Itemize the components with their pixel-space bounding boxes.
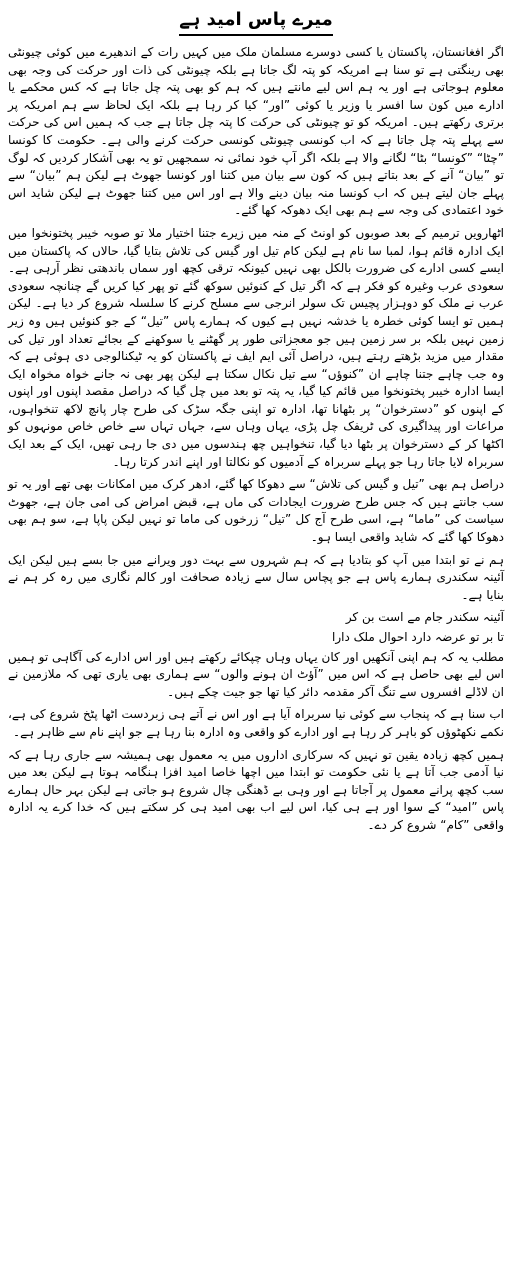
article-paragraph: دراصل ہم بھی ”تیل و گیس کی تلاش“ سے دھوکا کھا گئے، ادھر کرک میں امکانات بھی تھے اور یہ تو سب جانتے ہیں کہ جس طرح ضرورت ایجادات کی ماں ہے، قبض امراض کی امی جان ہے، جھوٹ سیاست کی ”ماما“ ہے، اسی طرح آج کل ”تیل“ زرخوں کی ماما تو نہیں لیکن پاپا ہے، سو ہم بھی دھوکا کھا گئے کہ شاید واقعی ایسا ہو۔ <box>8 477 504 545</box>
article-paragraph: مطلب یہ کہ ہم اپنی آنکھیں اور کان یہاں وہاں چپکائے رکھتے ہیں اور اس ادارے کی آگاہی تو ہمیں اس لیے بھی حاصل ہے کہ اس میں ”آؤٹ ان ہونے والوں“ سے ہماری بھی یاری تھی کہ ملازمین نے ان لاڈلے افسروں سے تنگ آکر مقدمہ دائر کیا تھا جو جیت چکے ہیں۔ <box>8 649 505 699</box>
article-paragraph: اب سنا ہے کہ پنجاب سے کوئی نیا سربراہ آیا ہے اور اس نے آتے ہی زبردست اٹھا پٹخ شروع کی ہے، نکمے نکھٹوؤں کو باہر کر رہا ہے اور ادارے کو واقعی وہ ادارہ بنا رہا ہے جو اپنے نام سے ظاہر ہے۔ <box>8 707 504 739</box>
article-paragraph: ہم نے تو ابتدا میں آپ کو بتادیا ہے کہ ہم شہروں سے بہت دور ویرانے میں جا بسے ہیں لیکن ایک آئینہ سکندری ہمارے پاس ہے جو پچاس سال سے زیادہ صحافت اور کالم نگاری میں رہ کر ہم نے بنایا ہے۔ <box>8 552 504 602</box>
verse-line: تا بر تو عرضہ دارد احوال ملک دارا <box>332 630 504 644</box>
article-paragraph: اٹھارویں ترمیم کے بعد صوبوں کو اونٹ کے منہ میں زیرے جتنا اختیار ملا تو صوبہ خیبر پختونخوا میں ایک ادارہ قائم ہوا، لمبا سا نام ہے لیکن کام تیل اور گیس کی تلاش بتایا گیا، حالاں کہ پاکستان میں ایسے کسی ادارے کی ضرورت بالکل بھی نہیں کیونکہ ترقی کچھ اور سماں باندھتی نظر آرہی ہے۔ سعودی عرب وغیرہ کو فکر ہے کہ اگر تیل کے کنوئیں سوکھ گئے تو پھر کیا کریں گے چنانچہ سعودی عرب نے ملک کو دوہزار پچیس تک سولر انرجی سے مسلح کرنے کا سلسلہ شروع کر دیا ہے۔ لیکن ہمیں تو ایسا کوئی خطرہ یا خدشہ نہیں ہے کیوں کہ ہمارے پاس ”تیل“ کے جو کنوئیں ہیں وہ زیر زمین نہیں بلکہ بر سر زمین ہیں جو معجزاتی طور پر گھٹنے یا سوکھنے کے بجائے تعداد اور تیل کی مقدار میں مزید بڑھتے رہتے ہیں، دراصل آئی ایم ایف نے پاکستان کو یہ ٹیکنالوجی دی ہوئی ہے کہ وہ جب چاہے جتنا چاہے ان ”کنوؤں“ سے تیل نکال سکتا ہے لیکن پھر بھی نہ جانے خواہ مخواہ ایک ایسا ادارہ خیبر پختونخوا میں قائم کیا گیا، یہ پتہ تو بعد میں چل گیا کہ دراصل مقصد اپنوں اور اپنوں کے اپنوں کو ”دسترخوان“ پر بٹھانا تھا، ادارہ تو اپنی جگہ سڑک کی طرح چار پانچ لاکھ تنخواہوں، مراعات اور پیداگیری کی ٹریفک چل پڑی، یہاں وہاں سے، جہاں تہاں سے خاص خاص مونہوں کو اکٹھا کر کے دسترخوان پر بٹھا دیا گیا، تنخواہیں چھ ہندسوں میں دی جا رہی تھیں، ایک کے بعد ایک سربراہ لایا جاتا رہا جو پہلے سربراہ کے آدمیوں کو نکالتا اور اپنے اندر کرتا رہا۔ <box>8 225 504 469</box>
article-body <box>8 44 504 835</box>
verse-line: آئینہ سکندر جام مے است بن کر <box>345 610 504 625</box>
title-area <box>8 0 504 44</box>
article-title: میرے پاس امید ہے <box>179 10 333 36</box>
article-paragraph: ہمیں کچھ زیادہ یقین تو نہیں کہ سرکاری اداروں میں یہ معمول بھی ہمیشہ سے جاری رہا ہے کہ نیا آدمی جب آتا ہے یا نئی حکومت تو ابتدا میں اچھا خاصا امید افزا ہنگامہ ہوتا ہے لیکن بعد میں سب کچھ پرانے معمول پر آجاتا ہے اور وہی بے ڈھنگی چال شروع ہو جاتی ہے لیکن بہر حال ہمارے پاس ”امید“ کے سوا اور ہے ہی کیا، اس لیے اب بھی امید ہی کر سکتے ہیں کہ خدا کرے یہ ادارہ واقعی ”کام“ شروع کر دے۔ <box>8 747 504 832</box>
article-paragraph: اگر افغانستان، پاکستان یا کسی دوسرے مسلمان ملک میں کہیں رات کے اندھیرے میں کوئی چیونٹی بھی رینگتی ہے تو سنا ہے امریکہ کو پتہ لگ جاتا ہے بلکہ چیونٹی کی ذات اور حرکت کی وجہ بھی معلوم ہوجاتی ہے اور یہ ہم اس لیے مانتے ہیں کہ ہم کو بھی پتہ چل جاتا ہے کہ کس محکمے یا ادارے میں کون سا افسر یا وزیر یا کوئی ”اور“ کیا کر رہا ہے بلکہ ایک لحاظ سے ہم امریکہ پر برتری رکھتے ہیں۔ امریکہ کو تو چیونٹی کی حرکت کا پتہ چل جاتا ہے جب کہ ہمیں اس کی حرکت سے پہلے پتہ چل جاتا ہے کہ اب کونسی چیونٹی کونسی حرکت کرنے والی ہے۔ حکومت کا کونسا ”چٹا“ ”کونسا“ بٹا“ لگانے والا ہے بلکہ اگر آپ خود نمائی نہ سمجھیں تو یہ بھی آشکار کردیں کہ لوگ تو ”بیان“ آنے کے بعد بتاتے ہیں کہ کون سے بیان میں کتنا اور کونسا جھوٹ ہے لیکن ہم ”بیان“ سے پہلے جان لیتے ہیں کہ اب کونسا منہ بیان دینے والا ہے اور اس میں کتنا جھوٹ ہے لیکن شاید اس خود اعتمادی کی وجہ سے ہم بھی ایک دھوکہ کھا گئے۔ <box>8 45 505 218</box>
